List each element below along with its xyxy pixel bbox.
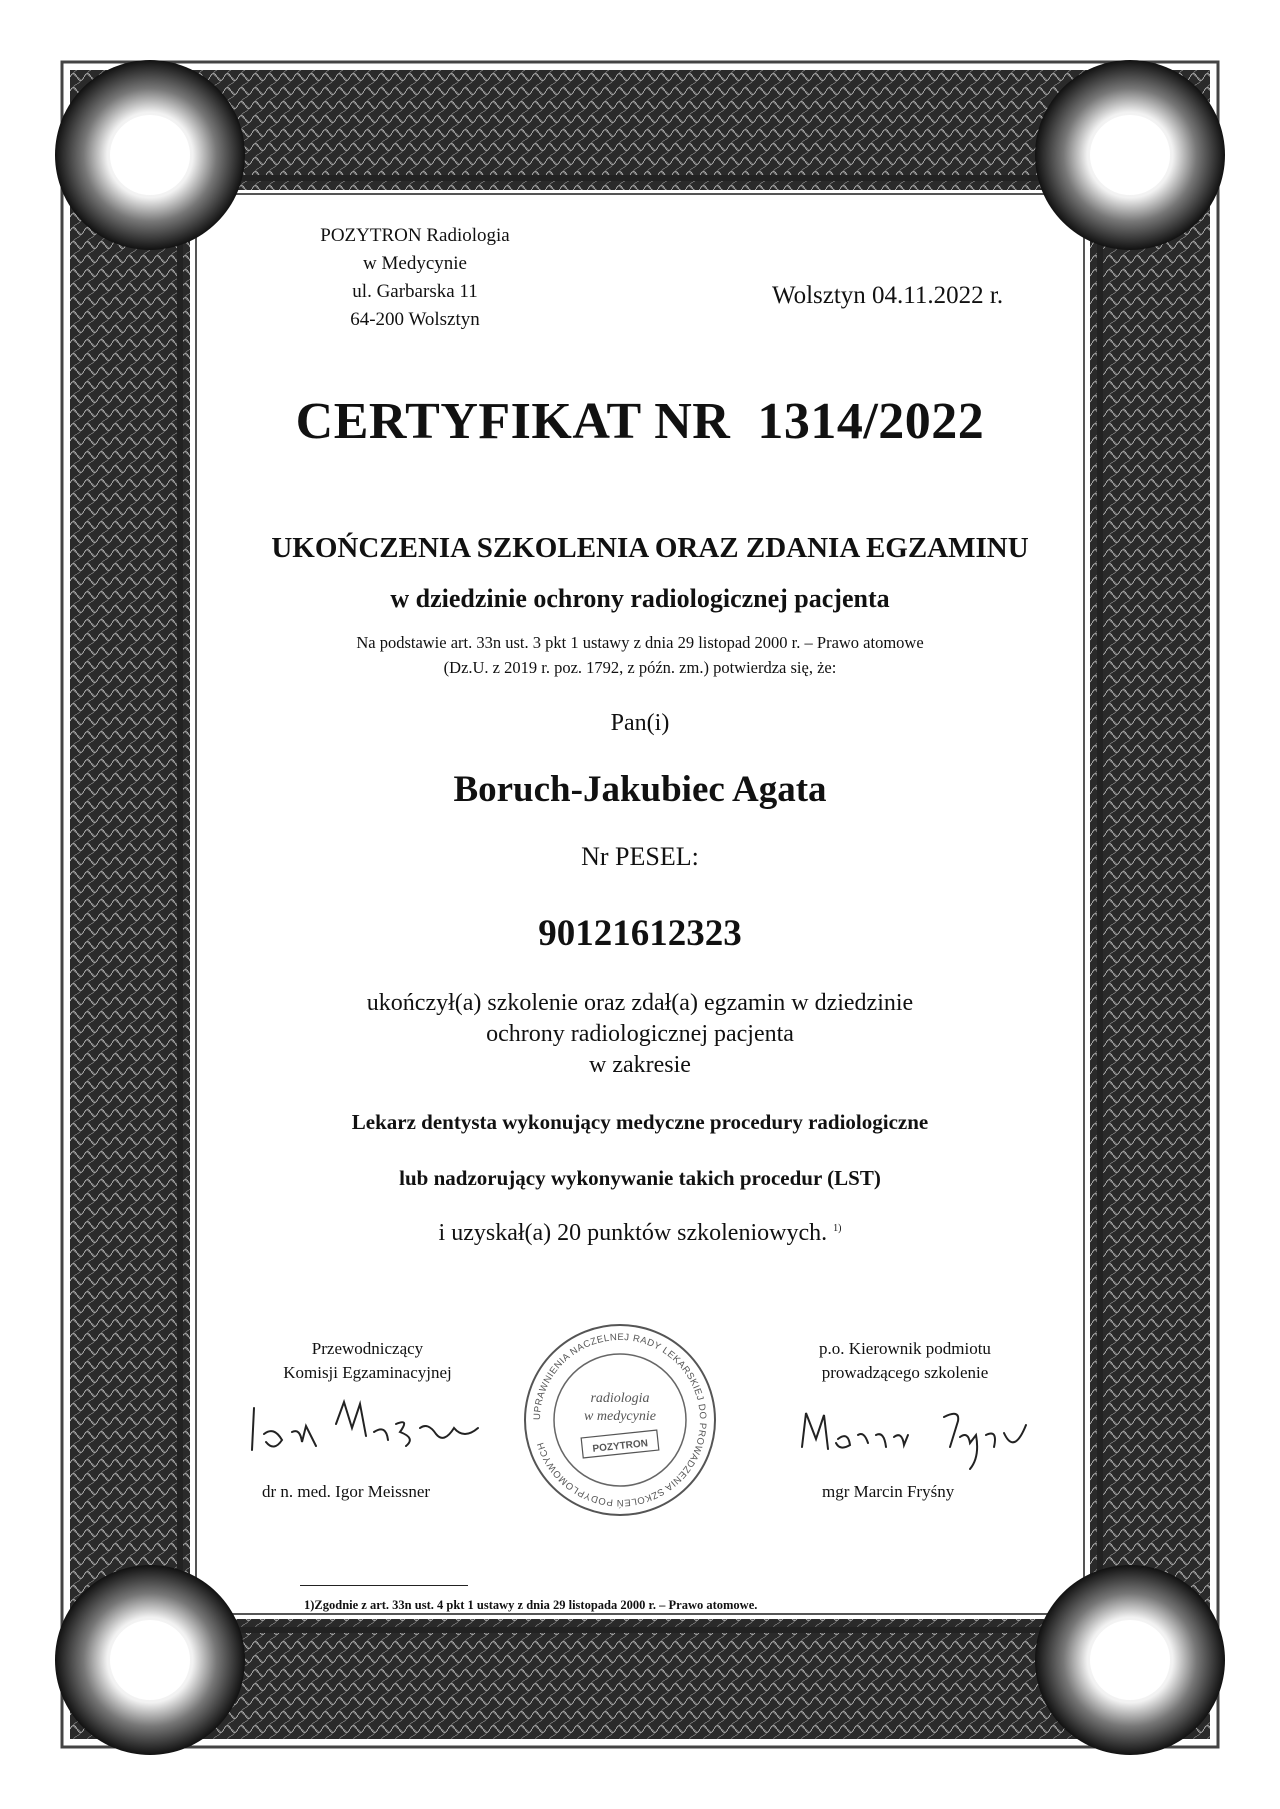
- issuer-line2: w Medycynie: [363, 253, 467, 274]
- stamp-outer-text: UPRAWNIENIA NACZELNEJ RADY LEKARSKIEJ DO PROWADZENIA SZKOLEŃ PODYPLOMOWYCH: [531, 1331, 709, 1509]
- chair-name: dr n. med. Igor Meissner: [262, 1482, 431, 1501]
- legal-basis-line2: (Dz.U. z 2019 r. poz. 1792, z późn. zm.) potwierdza się, że:: [443, 658, 837, 677]
- corner-rosette-icon: [55, 60, 245, 250]
- points-label: i uzyskał(a) 20 punktów szkoleniowych.: [438, 1220, 828, 1246]
- certificate-field: w dziedzinie ochrony radiologicznej pacjenta: [390, 584, 890, 613]
- head-name: mgr Marcin Fryśny: [822, 1482, 955, 1501]
- place-date: Wolsztyn 04.11.2022 r.: [772, 282, 1004, 309]
- completion-line2: ochrony radiologicznej pacjenta: [486, 1021, 794, 1047]
- scope-line1: Lekarz dentysta wykonujący medyczne procedury radiologiczne: [351, 1110, 929, 1134]
- chair-title: [245, 1337, 490, 1385]
- footnote-mark: 1): [833, 1223, 842, 1234]
- corner-rosette-icon: [55, 1565, 245, 1755]
- issuer-street: ul. Garbarska 11: [352, 281, 478, 302]
- chair-title-line1: Przewodniczący: [311, 1339, 424, 1358]
- completion-text: [0, 988, 1280, 1081]
- pesel-value: 90121612323: [538, 913, 742, 954]
- head-signature: [790, 1395, 1040, 1475]
- chair-title-line2: Komisji Egzaminacyjnej: [283, 1363, 452, 1382]
- certificate-subtitle: UKOŃCZENIA SZKOLENIA ORAZ ZDANIA EGZAMINU: [271, 532, 1029, 564]
- footnote-divider: [300, 1585, 468, 1586]
- footnote: 1)Zgodnie z art. 33n ust. 4 pkt 1 ustawy z dnia 29 listopada 2000 r. – Prawo atomowe.: [304, 1598, 758, 1612]
- head-title-line1: p.o. Kierownik podmiotu: [819, 1339, 991, 1358]
- pesel-label: Nr PESEL:: [581, 842, 699, 871]
- corner-rosette-icon: [1035, 1565, 1225, 1755]
- completion-line1: ukończył(a) szkolenie oraz zdał(a) egzamin w dziedzinie: [366, 990, 914, 1016]
- head-title-line2: prowadzącego szkolenie: [821, 1363, 989, 1382]
- completion-line3: w zakresie: [589, 1052, 691, 1078]
- issuer-name: POZYTRON Radiologia: [320, 225, 510, 246]
- stamp-center-line2: w medycynie: [584, 1409, 656, 1424]
- issuer-block: [300, 222, 530, 334]
- certificate-title: CERTYFIKAT NR 1314/2022: [295, 393, 985, 450]
- holder-name: Boruch-Jakubiec Agata: [453, 769, 827, 810]
- chair-signature: [240, 1388, 500, 1468]
- stamp-center-line1: radiologia: [590, 1391, 650, 1406]
- legal-basis-line1: Na podstawie art. 33n ust. 3 pkt 1 ustawy z dnia 29 listopad 2000 r. – Prawo atomowe: [356, 633, 924, 652]
- honorific: Pan(i): [610, 710, 670, 736]
- issuer-city: 64-200 Wolsztyn: [350, 309, 480, 330]
- stamp-logo: POZYTRON: [592, 1438, 649, 1455]
- scope-line2: lub nadzorujący wykonywanie takich procedur (LST): [399, 1166, 881, 1190]
- corner-rosette-icon: [1035, 60, 1225, 250]
- head-title: [785, 1337, 1025, 1385]
- points-text: [0, 1220, 1280, 1247]
- official-stamp: [520, 1320, 720, 1520]
- legal-basis: [0, 630, 1280, 680]
